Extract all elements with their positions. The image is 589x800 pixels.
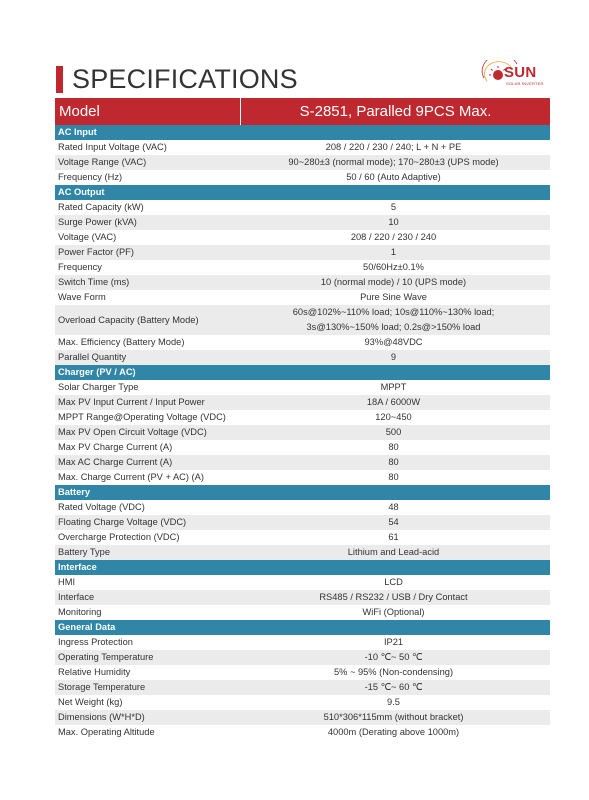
spec-label: Net Weight (kg) — [58, 697, 123, 707]
section-header: AC Input — [55, 125, 550, 140]
spec-label: Voltage Range (VAC) — [58, 157, 147, 167]
spec-value: 10 — [388, 217, 399, 227]
section-header: Interface — [55, 560, 550, 575]
spec-label: Relative Humidity — [58, 667, 131, 677]
section-header: Battery — [55, 485, 550, 500]
table-row — [55, 155, 550, 170]
spec-table — [55, 98, 550, 740]
logo-text: SUN — [504, 64, 537, 81]
table-row — [55, 305, 550, 335]
spec-label: Storage Temperature — [58, 682, 146, 692]
spec-label: MPPT Range@Operating Voltage (VDC) — [58, 412, 226, 422]
title-accent-bar — [56, 66, 63, 93]
table-header-row — [55, 98, 550, 125]
table-row — [55, 215, 550, 230]
spec-label: Wave Form — [58, 292, 106, 302]
spec-label: HMI — [58, 577, 76, 587]
spec-value: 208 / 220 / 230 / 240 — [350, 232, 437, 242]
spec-label: Frequency — [58, 262, 102, 272]
table-row — [55, 350, 550, 365]
spec-label: Surge Power (kVA) — [58, 217, 137, 227]
spec-value: 5% ~ 95% (Non-condensing) — [333, 667, 454, 677]
spec-label: Monitoring — [58, 607, 102, 617]
table-row — [55, 530, 550, 545]
table-row — [55, 590, 550, 605]
spec-value: 18A / 6000W — [366, 397, 421, 407]
spec-label: Max PV Charge Current (A) — [58, 442, 173, 452]
table-row — [55, 665, 550, 680]
table-row — [55, 635, 550, 650]
spec-label: Rated Capacity (kW) — [58, 202, 144, 212]
table-row — [55, 335, 550, 350]
table-row — [55, 140, 550, 155]
spec-value: 9 — [390, 352, 397, 362]
section-header: Charger (PV / AC) — [55, 365, 550, 380]
spec-label: Floating Charge Voltage (VDC) — [58, 517, 187, 527]
spec-value: RS485 / RS232 / USB / Dry Contact — [319, 592, 468, 602]
spec-label: Max. Efficiency (Battery Mode) — [58, 337, 185, 347]
table-row — [55, 440, 550, 455]
spec-label: Dimensions (W*H*D) — [58, 712, 145, 722]
table-row — [55, 200, 550, 215]
logo-subtitle: SOLAR INVERTER — [506, 81, 544, 86]
spec-label: Power Factor (PF) — [58, 247, 134, 257]
table-row — [55, 695, 550, 710]
spec-label: Voltage (VAC) — [58, 232, 117, 242]
spec-value: 61 — [388, 532, 399, 542]
table-row — [55, 725, 550, 740]
page-title: SPECIFICATIONS — [72, 63, 298, 94]
spec-value: 80 — [388, 472, 399, 482]
table-row — [55, 515, 550, 530]
spec-value: 50 / 60 (Auto Adaptive) — [346, 172, 441, 182]
spec-label: Max AC Charge Current (A) — [58, 457, 173, 467]
spec-value: Lithium and Lead-acid — [347, 547, 440, 557]
table-row — [55, 395, 550, 410]
table-row — [55, 260, 550, 275]
table-row — [55, 650, 550, 665]
spec-label: Interface — [58, 592, 95, 602]
table-row — [55, 425, 550, 440]
spec-value: 10 (normal mode) / 10 (UPS mode) — [320, 277, 467, 287]
spec-value: -10 ℃~ 50 ℃ — [364, 652, 423, 662]
spec-value: IP21 — [383, 637, 404, 647]
spec-value: 50/60Hz±0.1% — [363, 262, 424, 272]
spec-value: 9.5 — [387, 697, 400, 707]
spec-value: 90~280±3 (normal mode); 170~280±3 (UPS mode) — [288, 157, 499, 167]
spec-label: Switch Time (ms) — [58, 277, 130, 287]
spec-value-line: 3s@130%~150% load; 0.2s@>150% load — [306, 322, 481, 332]
table-row — [55, 230, 550, 245]
table-row — [55, 710, 550, 725]
table-row — [55, 545, 550, 560]
model-label: Model — [55, 98, 241, 125]
spec-value: WiFi (Optional) — [362, 607, 425, 617]
spec-value: 80 — [388, 442, 399, 452]
spec-label: Solar Charger Type — [58, 382, 139, 392]
spec-label: Max. Operating Altitude — [58, 727, 155, 737]
table-row — [55, 605, 550, 620]
spec-value: 93%@48VDC — [364, 337, 423, 347]
spec-value-line: 60s@102%~110% load; 10s@110%~130% load; — [292, 307, 495, 317]
spec-value: LCD — [384, 577, 403, 587]
table-row — [55, 275, 550, 290]
spec-value: 80 — [388, 457, 399, 467]
table-row — [55, 455, 550, 470]
spec-value: 500 — [385, 427, 402, 437]
spec-value: 510*306*115mm (without bracket) — [323, 712, 464, 722]
spec-label: Max. Charge Current (PV + AC) (A) — [58, 472, 204, 482]
table-row — [55, 575, 550, 590]
brand-logo — [481, 60, 551, 90]
table-row — [55, 245, 550, 260]
table-row — [55, 170, 550, 185]
spec-label: Rated Voltage (VDC) — [58, 502, 145, 512]
spec-label: Max PV Open Circuit Voltage (VDC) — [58, 427, 207, 437]
spec-value: 1 — [390, 247, 397, 257]
spec-label: Ingress Protection — [58, 637, 133, 647]
spec-label: Battery Type — [58, 547, 111, 557]
spec-value: -15 ℃~ 60 ℃ — [364, 682, 423, 692]
table-row — [55, 500, 550, 515]
table-row — [55, 470, 550, 485]
spec-label: Overload Capacity (Battery Mode) — [58, 315, 199, 325]
table-row — [55, 410, 550, 425]
spec-value: MPPT — [380, 382, 407, 392]
spec-label: Operating Temperature — [58, 652, 154, 662]
section-header: AC Output — [55, 185, 550, 200]
spec-label: Overcharge Protection (VDC) — [58, 532, 180, 542]
spec-value: 4000m (Derating above 1000m) — [327, 727, 460, 737]
section-header: General Data — [55, 620, 550, 635]
spec-value: 54 — [388, 517, 399, 527]
table-row — [55, 290, 550, 305]
spec-value: 120~450 — [375, 412, 412, 422]
spec-value: 48 — [388, 502, 399, 512]
spec-value: 208 / 220 / 230 / 240; L + N + PE — [325, 142, 462, 152]
spec-value: 5 — [390, 202, 397, 212]
spec-value: Pure Sine Wave — [360, 292, 427, 302]
spec-label: Parallel Quantity — [58, 352, 127, 362]
spec-value — [237, 305, 550, 335]
spec-label: Frequency (Hz) — [58, 172, 123, 182]
table-row — [55, 380, 550, 395]
spec-label: Max PV Input Current / Input Power — [58, 397, 205, 407]
model-value: S-2851, Paralled 9PCS Max. — [299, 103, 492, 120]
table-row — [55, 680, 550, 695]
page-header — [56, 62, 298, 96]
spec-label: Rated Input Voltage (VAC) — [58, 142, 167, 152]
